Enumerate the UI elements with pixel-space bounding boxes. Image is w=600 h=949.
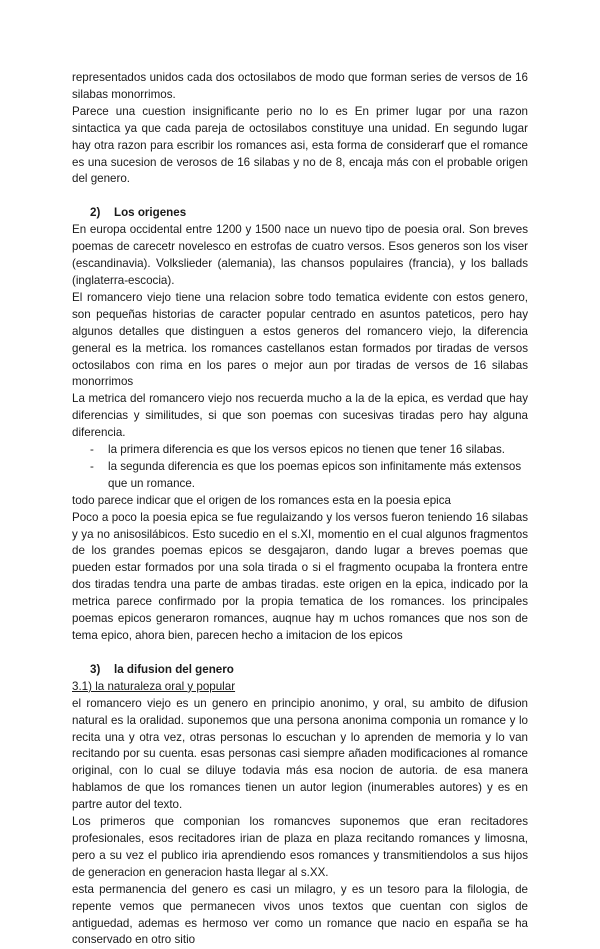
- differences-list: [72, 442, 528, 493]
- difusion-paragraph-2: Los primeros que componian los romancves suponemos que eran recitadores profesionales, esos recitadores irian de plaza en plaza recitando romances y limosna, pero a su vez el publico iria aprendiendo esos romances y transmitiendolos a sus hijos de generacion en generacion hasta llegar al s.XX.: [72, 815, 528, 879]
- list-item: [90, 442, 528, 459]
- origenes-paragraph-2: El romancero viejo tiene una relacion sobre todo tematica evidente con estos genero, son pequeñas historias de caracter popular centrado en asuntos pateticos, pero hay algunos detalles que distinguen a estos generos del romancero viejo, la diferencia general es la metrica. los romances castellanos estan formados por tiradas de versos octosilabos con rima en los pares o mejor aun por tiradas de versos de 16 silabas monorrimos: [72, 290, 528, 389]
- spacer: [72, 645, 528, 662]
- section-number: 2): [90, 206, 101, 220]
- section-heading-difusion: [90, 662, 528, 679]
- origenes-paragraph-1: En europa occidental entre 1200 y 1500 nace un nuevo tipo de poesia oral. Son breves poemas de carecetr novelesco en estrofas de cuatro versos. Esos generos son los viser (escandinavia). Volkslieder (alemania), las chansos populaires (francia), y los ballads (inglaterra-escocia).: [72, 223, 528, 287]
- dash-bullet: -: [90, 443, 94, 457]
- section-title: Los origenes: [114, 206, 187, 220]
- origenes-paragraph-5: Poco a poco la poesia epica se fue regulaizando y los versos fueron teniendo 16 silabas y ya no anisosilábicos. Esto sucedio en el s.XI, momentio en el cual algunos fragmentos de los grandes poemas epicos se desgajaron, dando lugar a breves poemas que pueden estar formados por una sola tirada o si el fragmento ocupaba la frontera entre dos tiradas tendra una parte de ambas tiradas. este origen en la epica, indicado por la metrica parece confirmado por la propia tematica de los romances. los principales poemas epicos generaron romances, auqnue hay m uchos romances que nos son de tema epico, ahora bien, parecen hecho a imitacion de los epicos: [72, 510, 528, 642]
- list-item: [90, 459, 528, 493]
- section-number: 3): [90, 662, 101, 676]
- section-heading-origenes: [90, 205, 528, 222]
- subsection-heading: 3.1) la naturaleza oral y popular: [72, 679, 236, 693]
- intro-paragraph-2: Parece una cuestion insignificante perio no lo es En primer lugar por una razon sintactica ya que cada pareja de octosilabos constituye una unidad. En segundo lugar hay otra razon para escribir los romances asi, esta forma de considerarf que el romance es una sucesion de verosos de 16 silabas y no de 8, encaja más con el probable origen del genero.: [72, 104, 528, 186]
- section-title: la difusion del genero: [114, 662, 234, 676]
- intro-paragraph-1: representados unidos cada dos octosilabos de modo que forman series de versos de 16 silabas monorrimos.: [72, 71, 528, 101]
- list-item-text: la segunda diferencia es que los poemas epicos son infinitamente más extensos que un romance.: [108, 459, 522, 490]
- document-body: [72, 70, 528, 949]
- origenes-paragraph-3: La metrica del romancero viejo nos recuerda mucho a la de la epica, es verdad que hay diferencias y similitudes, si que son poemas con sucesivas tiradas pero hay alguna diferencia.: [72, 392, 528, 440]
- dash-bullet: -: [90, 459, 94, 473]
- difusion-paragraph-1: el romancero viejo es un genero en principio anonimo, y oral, su ambito de difusion natural es la oralidad. suponemos que una persona anonima componia un romance y lo recita una y otra vez, otras personas lo escuchan y lo aprenden de memoria y lo van recitando por su cuenta. esas personas casi siempre añaden modificaciones al romance original, con lo cual se diluye todavia más esa nocion de autoria. de esa manera hablamos de que los romances tienen un autor legion (inumerables autores) y es en partre autor del texto.: [72, 696, 528, 812]
- difusion-paragraph-3: esta permanencia del genero es casi un milagro, y es un tesoro para la filologia, de repente vemos que permanecen vivos unos textos que cuentan con siglos de antiguedad, ademas es hermoso ver como un romance que nacio en españa se ha conservado en otro sitio: [72, 882, 528, 947]
- origenes-paragraph-4: todo parece indicar que el origen de los romances esta en la poesia epica: [72, 493, 451, 507]
- spacer: [72, 188, 528, 205]
- list-item-text: la primera diferencia es que los versos epicos no tienen que tener 16 silabas.: [108, 443, 505, 457]
